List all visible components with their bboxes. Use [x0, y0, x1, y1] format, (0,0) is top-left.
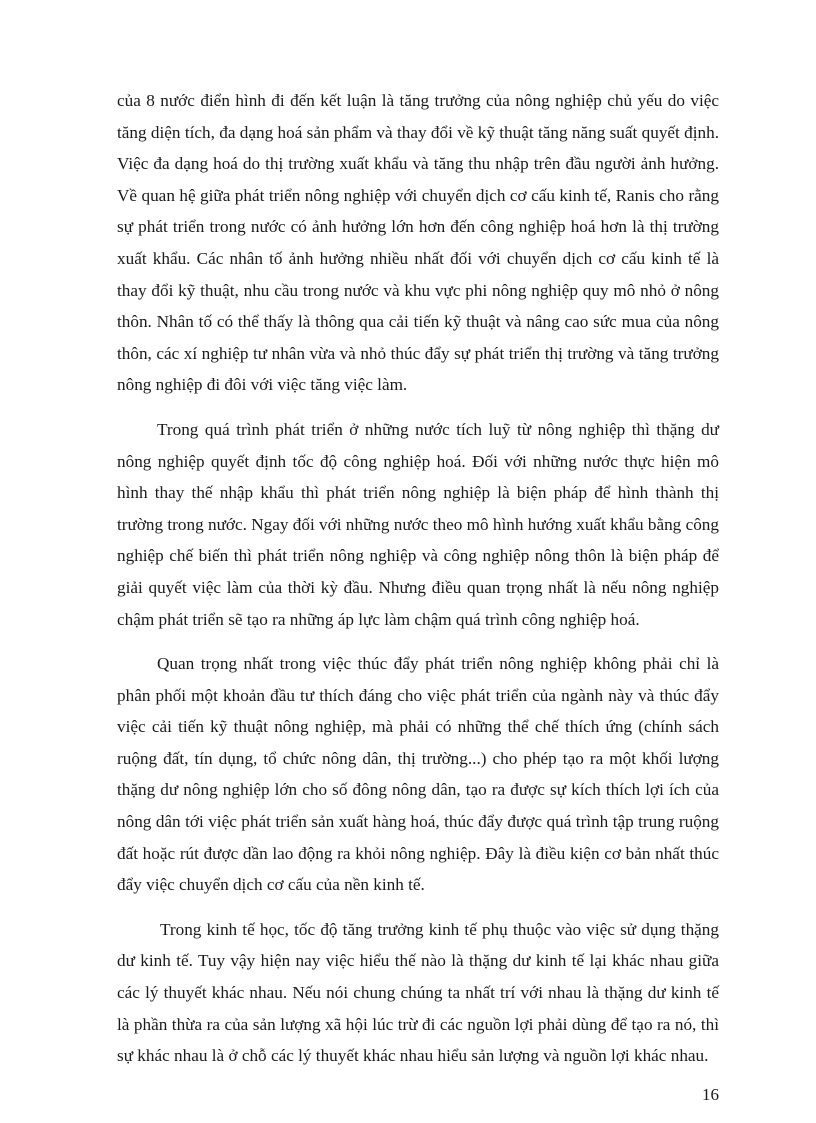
- page-number: 16: [702, 1085, 719, 1104]
- paragraph-1: của 8 nước điển hình đi đến kết luận là tăng trưởng của nông nghiệp chủ yếu do việc tăng diện tích, đa dạng hoá sản phẩm và thay đổi về kỹ thuật tăng năng suất quyết định. Việc đa dạng hoá do thị trường xuất khẩu và tăng thu nhập trên đầu người ảnh hưởng. Về quan hệ giữa phát triển nông nghiệp với chuyển dịch cơ cấu kinh tế, Ranis cho rằng sự phát triển trong nước có ảnh hưởng lớn hơn đến công nghiệp hoá hơn là thị trường xuất khẩu. Các nhân tố ảnh hưởng nhiều nhất đối với chuyển dịch cơ cấu kinh tế là thay đổi kỹ thuật, nhu cầu trong nước và khu vực phi nông nghiệp quy mô nhỏ ở nông thôn. Nhân tố có thể thấy là thông qua cải tiến kỹ thuật và nâng cao sức mua của nông thôn, các xí nghiệp tư nhân vừa và nhỏ thúc đẩy sự phát triển thị trường và tăng trưởng nông nghiệp đi đôi với việc tăng việc làm.: [117, 91, 719, 395]
- paragraph-4: Trong kinh tế học, tốc độ tăng trưởng kinh tế phụ thuộc vào việc sử dụng thặng dư kinh tế. Tuy vậy hiện nay việc hiểu thế nào là thặng dư kinh tế lại khác nhau giữa các lý thuyết khác nhau. Nếu nói chung chúng ta nhất trí với nhau là thặng dư kinh tế là phần thừa ra của sản lượng xã hội lúc trừ đi các nguồn lợi phải dùng để tạo ra nó, thì sự khác nhau là ở chỗ các lý thuyết khác nhau hiểu sản lượng và nguồn lợi khác nhau.: [117, 919, 719, 1066]
- page-body: [117, 85, 719, 1072]
- paragraph-2: Trong quá trình phát triển ở những nước tích luỹ từ nông nghiệp thì thặng dư nông nghiệp quyết định tốc độ công nghiệp hoá. Đối với những nước thực hiện mô hình thay thế nhập khẩu thì phát triển nông nghiệp là biện pháp để hình thành thị trường trong nước. Ngay đối với những nước theo mô hình hướng xuất khẩu bằng công nghiệp chế biến thì phát triển nông nghiệp và công nghiệp nông thôn là biện pháp để giải quyết việc làm của thời kỳ đầu. Nhưng điều quan trọng nhất là nếu nông nghiệp chậm phát triển sẽ tạo ra những áp lực làm chậm quá trình công nghiệp hoá.: [117, 419, 719, 629]
- paragraph-3: Quan trọng nhất trong việc thúc đẩy phát triển nông nghiệp không phải chỉ là phân phối một khoản đầu tư thích đáng cho việc phát triển của ngành này và thúc đẩy việc cải tiến kỹ thuật nông nghiệp, mà phải có những thể chế thích ứng (chính sách ruộng đất, tín dụng, tổ chức nông dân, thị trường...) cho phép tạo ra một khối lượng thặng dư nông nghiệp lớn cho số đông nông dân, tạo ra được sự kích thích lợi ích của nông dân tới việc phát triển sản xuất hàng hoá, thúc đẩy được quá trình tập trung ruộng đất hoặc rút được dần lao động ra khỏi nông nghiệp. Đây là điều kiện cơ bản nhất thúc đẩy việc chuyển dịch cơ cấu của nền kinh tế.: [117, 654, 719, 895]
